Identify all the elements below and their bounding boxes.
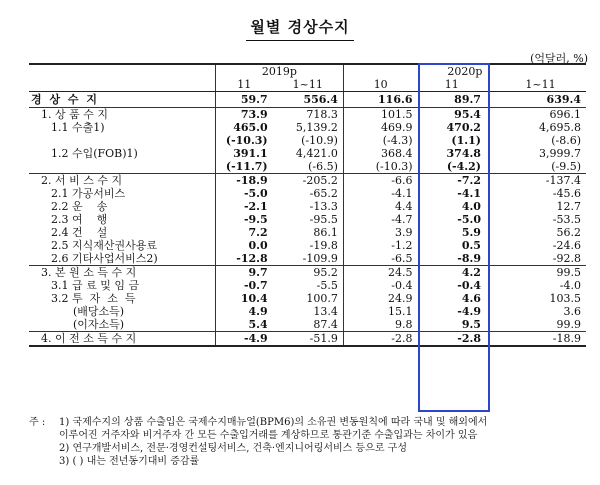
table-row (29, 292, 586, 305)
cell: -95.5 (309, 213, 338, 226)
cell: 15.1 (343, 305, 417, 318)
header-row-years (29, 64, 586, 78)
cell: 59.7 (215, 92, 272, 108)
cell: -12.8 (215, 252, 272, 266)
cell: 374.8 (446, 147, 481, 160)
table-row (29, 318, 586, 332)
cell: -2.8 (417, 332, 485, 347)
cell: 470.2 (446, 121, 481, 134)
cell: 465.0 (215, 121, 272, 134)
year-2019-header: 2019p (215, 64, 343, 78)
table-row (29, 239, 586, 252)
row-label: 4. 이 전 소 득 수 지 (29, 332, 215, 347)
table-row (29, 266, 586, 280)
table-row (29, 187, 586, 200)
footnote-head: 주 : (29, 417, 46, 428)
cell: 99.9 (556, 318, 581, 331)
cell: -4.9 (457, 305, 481, 318)
row-label: 1. 상 품 수 지 (29, 108, 215, 122)
cell: 639.4 (546, 93, 581, 106)
cell: -8.9 (457, 252, 481, 265)
cell: 12.7 (556, 200, 581, 213)
cell: -4.1 (343, 187, 417, 200)
cell: 87.4 (313, 318, 338, 331)
cell: -18.9 (495, 332, 586, 347)
footnote-2: 2) 연구개발서비스, 전문·경영컨설팅서비스, 건축·엔지니어링서비스 등으로 구성 (59, 443, 407, 454)
cell: (-10.3) (343, 160, 417, 174)
cell: 95.2 (273, 266, 344, 280)
cell: 100.7 (306, 292, 338, 305)
cell: -6.5 (343, 252, 417, 266)
row-label: 2.3 여 행 (51, 213, 108, 226)
cell: 4.9 (215, 305, 272, 318)
cell: -6.6 (343, 174, 417, 188)
cell: 99.5 (495, 266, 586, 280)
period-header: 11 (417, 78, 485, 92)
row-label (29, 134, 215, 147)
table-row (29, 252, 586, 266)
cell: -4.9 (215, 332, 272, 347)
cell: -0.4 (343, 279, 417, 292)
table-row (29, 92, 586, 108)
footnote-1-line1: 1) 국제수지의 상품 수출입은 국제수지매뉴얼(BPM6)의 소유권 변동원칙에 따라 국내 및 해외에서 (59, 417, 488, 428)
table-row (29, 305, 586, 318)
table-row (29, 160, 586, 174)
cell: -109.9 (302, 252, 338, 265)
year-2020-header: 2020p (343, 64, 586, 78)
table-row (29, 134, 586, 147)
cell: -19.8 (309, 239, 338, 252)
cell: 696.1 (495, 108, 586, 122)
period-header: 11 (215, 78, 272, 92)
cell: (-4.3) (343, 134, 417, 147)
cell: 4.6 (461, 292, 481, 305)
page-title: 월별 경상수지 (0, 16, 600, 41)
cell: -2.1 (215, 200, 272, 213)
table-row (29, 226, 586, 239)
cell: -45.6 (552, 187, 581, 200)
cell: 103.5 (549, 292, 581, 305)
cell: -18.9 (215, 174, 272, 188)
table-row (29, 213, 586, 226)
cell: 391.1 (215, 147, 272, 160)
row-label: 1.1 수출1) (51, 121, 105, 134)
cell: 0.5 (461, 239, 481, 252)
cell: (-10.9) (301, 134, 338, 147)
row-label: (이자소득) (73, 318, 125, 331)
cell: -4.7 (343, 213, 417, 226)
cell: -13.3 (309, 200, 338, 213)
cell: -65.2 (309, 187, 338, 200)
cell: -1.2 (343, 239, 417, 252)
cell: 469.9 (343, 121, 417, 134)
period-header: 1~11 (273, 78, 344, 92)
cell: (1.1) (451, 134, 481, 147)
cell: -4.0 (559, 279, 581, 292)
cell: 9.8 (343, 318, 417, 332)
table-row (29, 147, 586, 160)
row-label: 3. 본 원 소 득 수 지 (29, 266, 215, 280)
cell: 5,139.2 (295, 121, 338, 134)
cell: 86.1 (313, 226, 338, 239)
cell: 4.2 (417, 266, 485, 280)
cell: -5.0 (215, 187, 272, 200)
row-label: (배당소득) (73, 305, 125, 318)
cell: 4.4 (343, 200, 417, 213)
table-row (29, 174, 586, 188)
cell: -5.0 (457, 213, 481, 226)
cell: (-10.3) (215, 134, 272, 147)
unit-label: (억달러, %) (530, 52, 588, 65)
cell: (-4.2) (446, 160, 481, 173)
cell: 4.0 (461, 200, 481, 213)
row-label: 3.2 투 자 소 득 (51, 292, 136, 305)
cell: 7.2 (215, 226, 272, 239)
cell: 9.5 (461, 318, 481, 331)
cell: 556.4 (303, 93, 338, 106)
row-label: 2.2 운 송 (51, 200, 108, 213)
cell: 73.9 (215, 108, 272, 122)
cell: 56.2 (556, 226, 581, 239)
row-label: 2.1 가공서비스 (51, 187, 126, 200)
cell: (-9.5) (551, 160, 581, 173)
current-account-table (29, 63, 586, 347)
cell: 116.6 (343, 92, 417, 108)
cell: 10.4 (215, 292, 272, 305)
header-row-periods (29, 78, 586, 92)
cell: -137.4 (495, 174, 586, 188)
table-row (29, 279, 586, 292)
cell: 368.4 (343, 147, 417, 160)
cell: -5.5 (316, 279, 338, 292)
cell: 9.7 (215, 266, 272, 280)
cell: 4,695.8 (539, 121, 581, 134)
cell: (-8.6) (551, 134, 581, 147)
row-label: 2.5 지식재산권사용료 (51, 239, 157, 252)
row-label: 1.2 수입(FOB)1) (51, 147, 138, 160)
cell: 24.9 (343, 292, 417, 305)
cell: 718.3 (273, 108, 344, 122)
cell: -7.2 (417, 174, 485, 188)
cell: -9.5 (215, 213, 272, 226)
cell: 95.4 (417, 108, 485, 122)
cell: (-6.5) (308, 160, 338, 173)
footnote-1 (29, 416, 589, 429)
table-row (29, 200, 586, 213)
period-header: 1~11 (495, 78, 586, 92)
row-label: 2.4 건 설 (51, 226, 108, 239)
cell: -51.9 (273, 332, 344, 347)
cell: -0.7 (215, 279, 272, 292)
row-label: 3.1 급 료 및 임 금 (51, 279, 140, 292)
cell: 24.5 (343, 266, 417, 280)
footnote-3: 3) ( ) 내는 전년동기대비 증감률 (59, 456, 200, 467)
cell: 101.5 (343, 108, 417, 122)
table-row (29, 332, 586, 347)
cell: 13.4 (313, 305, 338, 318)
cell: 4,421.0 (295, 147, 338, 160)
table-row (29, 108, 586, 122)
table-row (29, 121, 586, 134)
cell: -24.6 (552, 239, 581, 252)
cell: 3.9 (343, 226, 417, 239)
footnotes (29, 416, 589, 468)
cell: 0.0 (215, 239, 272, 252)
cell: 3.6 (563, 305, 581, 318)
footnote-1-line2: 이루어진 거주자와 비거주자 간 모든 수출입거래를 계상하므로 통관기준 수출입과는 차이가 있음 (59, 430, 478, 441)
row-label: 2. 서 비 스 수 지 (29, 174, 215, 188)
cell: -205.2 (273, 174, 344, 188)
row-label (29, 160, 215, 174)
cell: -53.5 (552, 213, 581, 226)
cell: 3,999.7 (539, 147, 581, 160)
cell: -4.1 (457, 187, 481, 200)
cell: (-11.7) (215, 160, 272, 174)
cell: 5.9 (461, 226, 481, 239)
cell: -0.4 (457, 279, 481, 292)
row-label: 2.6 기타사업서비스2) (51, 252, 158, 265)
cell: -92.8 (552, 252, 581, 265)
period-header: 10 (343, 78, 417, 92)
row-label: 경 상 수 지 (31, 93, 99, 106)
cell: 89.7 (454, 93, 481, 106)
cell: -2.8 (343, 332, 417, 347)
cell: 5.4 (215, 318, 272, 332)
